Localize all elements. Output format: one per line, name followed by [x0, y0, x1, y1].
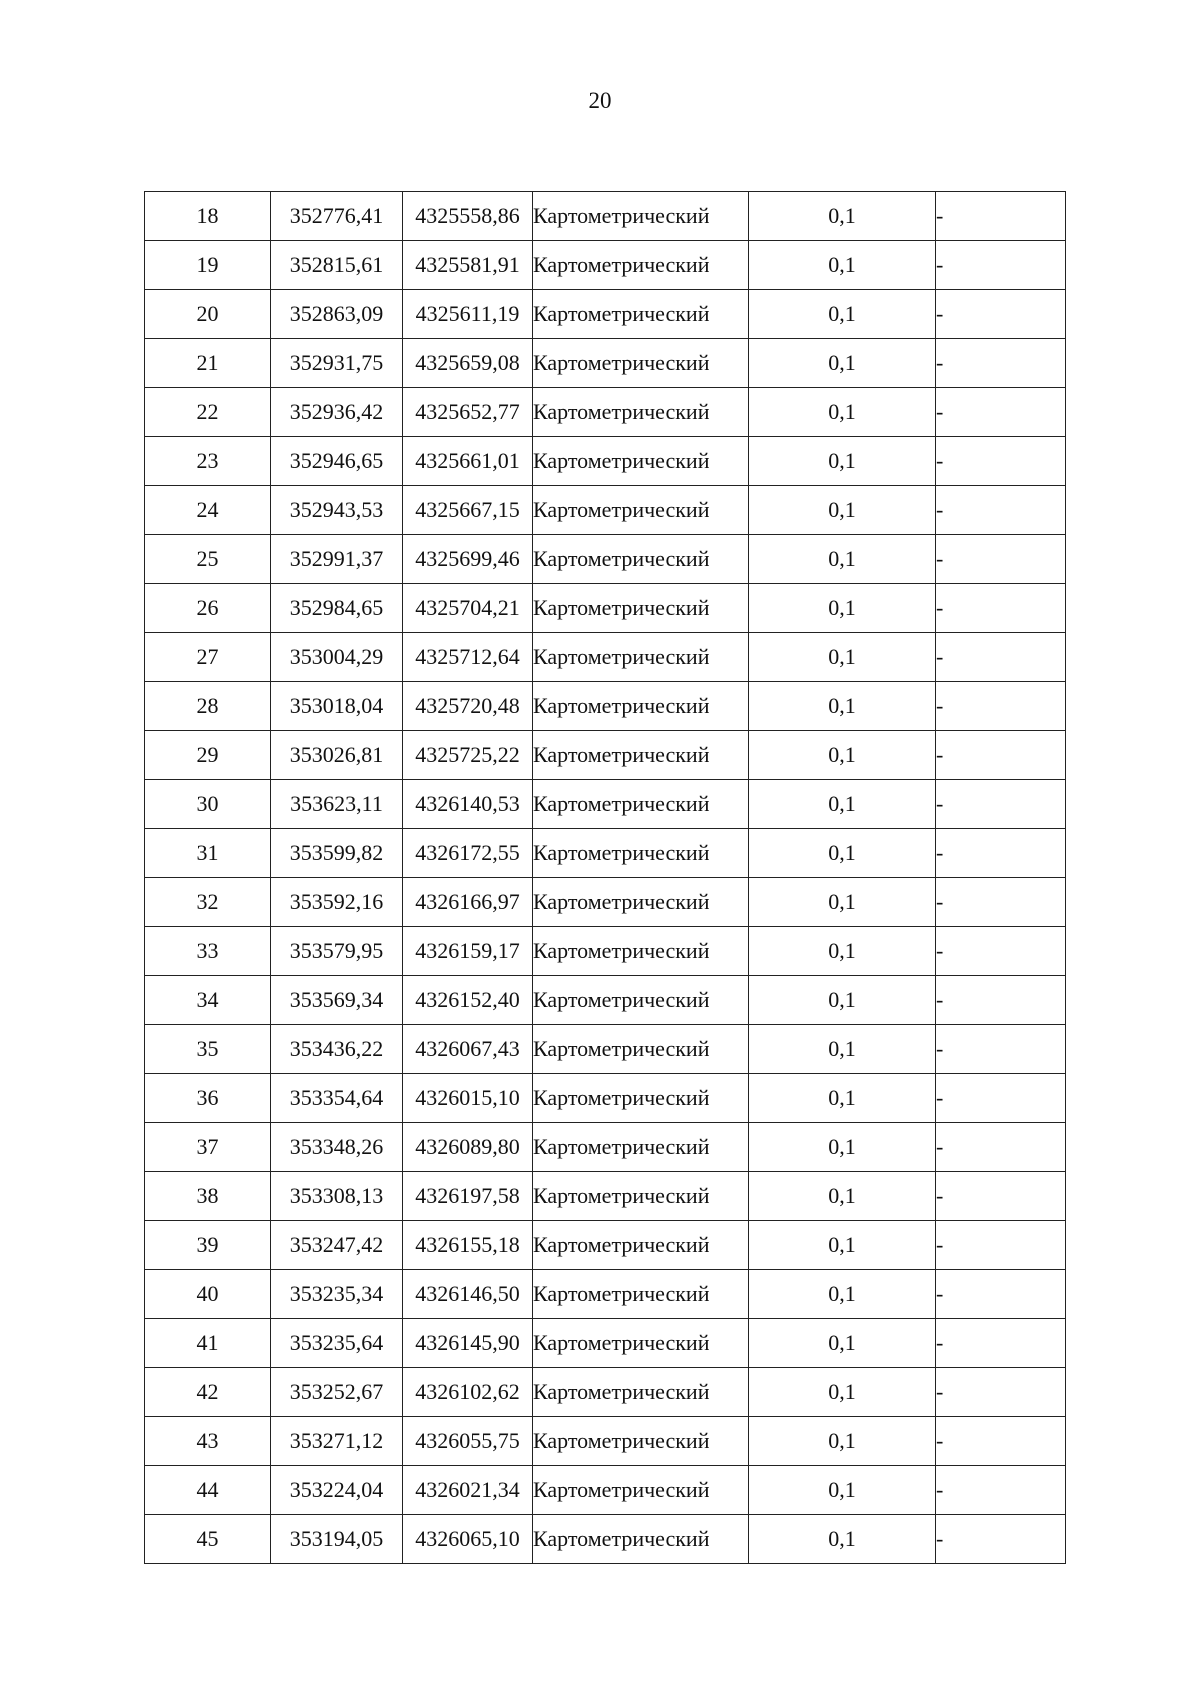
table-row: [145, 1221, 1066, 1270]
x-coordinate-cell: 353569,34: [271, 976, 403, 1025]
precision-cell: 0,1: [749, 976, 936, 1025]
x-coordinate-cell: 353252,67: [271, 1368, 403, 1417]
method-cell: Картометрический: [533, 1172, 749, 1221]
y-coordinate-cell: 4326021,34: [403, 1466, 533, 1515]
table-row: [145, 339, 1066, 388]
point-number-cell: 20: [145, 290, 271, 339]
point-number-cell: 27: [145, 633, 271, 682]
method-cell: Картометрический: [533, 486, 749, 535]
table-row: [145, 486, 1066, 535]
method-cell: Картометрический: [533, 829, 749, 878]
description-cell: -: [936, 290, 1066, 339]
y-coordinate-cell: 4326172,55: [403, 829, 533, 878]
x-coordinate-cell: 353592,16: [271, 878, 403, 927]
y-coordinate-cell: 4326089,80: [403, 1123, 533, 1172]
precision-cell: 0,1: [749, 633, 936, 682]
description-cell: -: [936, 339, 1066, 388]
point-number-cell: 29: [145, 731, 271, 780]
point-number-cell: 42: [145, 1368, 271, 1417]
precision-cell: 0,1: [749, 290, 936, 339]
description-cell: -: [936, 388, 1066, 437]
method-cell: Картометрический: [533, 1123, 749, 1172]
table-body: [145, 192, 1066, 1564]
method-cell: Картометрический: [533, 241, 749, 290]
x-coordinate-cell: 353004,29: [271, 633, 403, 682]
table-row: [145, 1368, 1066, 1417]
description-cell: -: [936, 486, 1066, 535]
precision-cell: 0,1: [749, 437, 936, 486]
y-coordinate-cell: 4325667,15: [403, 486, 533, 535]
point-number-cell: 41: [145, 1319, 271, 1368]
method-cell: Картометрический: [533, 1270, 749, 1319]
description-cell: -: [936, 682, 1066, 731]
precision-cell: 0,1: [749, 682, 936, 731]
page-number: 20: [588, 88, 612, 113]
method-cell: Картометрический: [533, 584, 749, 633]
x-coordinate-cell: 353579,95: [271, 927, 403, 976]
method-cell: Картометрический: [533, 780, 749, 829]
precision-cell: 0,1: [749, 339, 936, 388]
y-coordinate-cell: 4325712,64: [403, 633, 533, 682]
x-coordinate-cell: 353623,11: [271, 780, 403, 829]
table-row: [145, 1123, 1066, 1172]
x-coordinate-cell: 352984,65: [271, 584, 403, 633]
description-cell: -: [936, 976, 1066, 1025]
table-row: [145, 731, 1066, 780]
table-row: [145, 1270, 1066, 1319]
method-cell: Картометрический: [533, 437, 749, 486]
x-coordinate-cell: 353599,82: [271, 829, 403, 878]
precision-cell: 0,1: [749, 486, 936, 535]
precision-cell: 0,1: [749, 1123, 936, 1172]
y-coordinate-cell: 4325581,91: [403, 241, 533, 290]
precision-cell: 0,1: [749, 388, 936, 437]
point-number-cell: 35: [145, 1025, 271, 1074]
y-coordinate-cell: 4325720,48: [403, 682, 533, 731]
method-cell: Картометрический: [533, 976, 749, 1025]
description-cell: -: [936, 829, 1066, 878]
description-cell: -: [936, 1466, 1066, 1515]
precision-cell: 0,1: [749, 1221, 936, 1270]
x-coordinate-cell: 353436,22: [271, 1025, 403, 1074]
method-cell: Картометрический: [533, 339, 749, 388]
description-cell: -: [936, 192, 1066, 241]
precision-cell: 0,1: [749, 1172, 936, 1221]
table-row: [145, 682, 1066, 731]
table-row: [145, 780, 1066, 829]
point-number-cell: 19: [145, 241, 271, 290]
point-number-cell: 24: [145, 486, 271, 535]
precision-cell: 0,1: [749, 1417, 936, 1466]
method-cell: Картометрический: [533, 1025, 749, 1074]
description-cell: -: [936, 535, 1066, 584]
precision-cell: 0,1: [749, 535, 936, 584]
point-number-cell: 38: [145, 1172, 271, 1221]
description-cell: -: [936, 780, 1066, 829]
method-cell: Картометрический: [533, 192, 749, 241]
description-cell: -: [936, 1123, 1066, 1172]
coordinates-table: [144, 191, 1066, 1564]
description-cell: -: [936, 1417, 1066, 1466]
method-cell: Картометрический: [533, 633, 749, 682]
precision-cell: 0,1: [749, 1074, 936, 1123]
table-row: [145, 437, 1066, 486]
point-number-cell: 31: [145, 829, 271, 878]
point-number-cell: 44: [145, 1466, 271, 1515]
y-coordinate-cell: 4325699,46: [403, 535, 533, 584]
precision-cell: 0,1: [749, 1270, 936, 1319]
method-cell: Картометрический: [533, 535, 749, 584]
precision-cell: 0,1: [749, 829, 936, 878]
x-coordinate-cell: 353308,13: [271, 1172, 403, 1221]
point-number-cell: 25: [145, 535, 271, 584]
description-cell: -: [936, 1025, 1066, 1074]
y-coordinate-cell: 4325661,01: [403, 437, 533, 486]
point-number-cell: 37: [145, 1123, 271, 1172]
precision-cell: 0,1: [749, 731, 936, 780]
y-coordinate-cell: 4325704,21: [403, 584, 533, 633]
x-coordinate-cell: 353354,64: [271, 1074, 403, 1123]
point-number-cell: 23: [145, 437, 271, 486]
point-number-cell: 45: [145, 1515, 271, 1564]
description-cell: -: [936, 584, 1066, 633]
x-coordinate-cell: 352776,41: [271, 192, 403, 241]
y-coordinate-cell: 4326102,62: [403, 1368, 533, 1417]
table-row: [145, 878, 1066, 927]
table-row: [145, 633, 1066, 682]
table-row: [145, 192, 1066, 241]
y-coordinate-cell: 4325725,22: [403, 731, 533, 780]
table-row: [145, 1515, 1066, 1564]
precision-cell: 0,1: [749, 927, 936, 976]
y-coordinate-cell: 4326140,53: [403, 780, 533, 829]
description-cell: -: [936, 1319, 1066, 1368]
y-coordinate-cell: 4326055,75: [403, 1417, 533, 1466]
method-cell: Картометрический: [533, 388, 749, 437]
x-coordinate-cell: 352936,42: [271, 388, 403, 437]
point-number-cell: 40: [145, 1270, 271, 1319]
description-cell: -: [936, 878, 1066, 927]
precision-cell: 0,1: [749, 1368, 936, 1417]
point-number-cell: 39: [145, 1221, 271, 1270]
precision-cell: 0,1: [749, 241, 936, 290]
method-cell: Картометрический: [533, 1319, 749, 1368]
table-row: [145, 535, 1066, 584]
x-coordinate-cell: 352946,65: [271, 437, 403, 486]
precision-cell: 0,1: [749, 1515, 936, 1564]
x-coordinate-cell: 352863,09: [271, 290, 403, 339]
method-cell: Картометрический: [533, 927, 749, 976]
description-cell: -: [936, 731, 1066, 780]
description-cell: -: [936, 927, 1066, 976]
y-coordinate-cell: 4326146,50: [403, 1270, 533, 1319]
description-cell: -: [936, 241, 1066, 290]
x-coordinate-cell: 352991,37: [271, 535, 403, 584]
y-coordinate-cell: 4326155,18: [403, 1221, 533, 1270]
table-row: [145, 290, 1066, 339]
precision-cell: 0,1: [749, 1319, 936, 1368]
x-coordinate-cell: 353018,04: [271, 682, 403, 731]
point-number-cell: 18: [145, 192, 271, 241]
table-row: [145, 1319, 1066, 1368]
description-cell: -: [936, 437, 1066, 486]
description-cell: -: [936, 1074, 1066, 1123]
x-coordinate-cell: 352943,53: [271, 486, 403, 535]
table-row: [145, 927, 1066, 976]
x-coordinate-cell: 353235,34: [271, 1270, 403, 1319]
point-number-cell: 21: [145, 339, 271, 388]
table-row: [145, 1074, 1066, 1123]
description-cell: -: [936, 1270, 1066, 1319]
table-row: [145, 388, 1066, 437]
method-cell: Картометрический: [533, 1417, 749, 1466]
y-coordinate-cell: 4325659,08: [403, 339, 533, 388]
method-cell: Картометрический: [533, 682, 749, 731]
precision-cell: 0,1: [749, 1466, 936, 1515]
point-number-cell: 33: [145, 927, 271, 976]
method-cell: Картометрический: [533, 1515, 749, 1564]
method-cell: Картометрический: [533, 731, 749, 780]
description-cell: -: [936, 1172, 1066, 1221]
y-coordinate-cell: 4326166,97: [403, 878, 533, 927]
precision-cell: 0,1: [749, 192, 936, 241]
x-coordinate-cell: 352815,61: [271, 241, 403, 290]
table-row: [145, 1417, 1066, 1466]
y-coordinate-cell: 4326145,90: [403, 1319, 533, 1368]
method-cell: Картометрический: [533, 878, 749, 927]
x-coordinate-cell: 353235,64: [271, 1319, 403, 1368]
point-number-cell: 22: [145, 388, 271, 437]
y-coordinate-cell: 4325652,77: [403, 388, 533, 437]
table-row: [145, 976, 1066, 1025]
point-number-cell: 32: [145, 878, 271, 927]
x-coordinate-cell: 353194,05: [271, 1515, 403, 1564]
y-coordinate-cell: 4326159,17: [403, 927, 533, 976]
table-row: [145, 1466, 1066, 1515]
x-coordinate-cell: 353026,81: [271, 731, 403, 780]
point-number-cell: 34: [145, 976, 271, 1025]
point-number-cell: 28: [145, 682, 271, 731]
y-coordinate-cell: 4325611,19: [403, 290, 533, 339]
point-number-cell: 26: [145, 584, 271, 633]
method-cell: Картометрический: [533, 290, 749, 339]
point-number-cell: 36: [145, 1074, 271, 1123]
x-coordinate-cell: 353224,04: [271, 1466, 403, 1515]
y-coordinate-cell: 4325558,86: [403, 192, 533, 241]
table-row: [145, 1025, 1066, 1074]
y-coordinate-cell: 4326065,10: [403, 1515, 533, 1564]
y-coordinate-cell: 4326015,10: [403, 1074, 533, 1123]
point-number-cell: 30: [145, 780, 271, 829]
x-coordinate-cell: 353271,12: [271, 1417, 403, 1466]
method-cell: Картометрический: [533, 1368, 749, 1417]
y-coordinate-cell: 4326152,40: [403, 976, 533, 1025]
description-cell: -: [936, 1368, 1066, 1417]
description-cell: -: [936, 1515, 1066, 1564]
x-coordinate-cell: 352931,75: [271, 339, 403, 388]
table-row: [145, 1172, 1066, 1221]
table-row: [145, 584, 1066, 633]
method-cell: Картометрический: [533, 1074, 749, 1123]
precision-cell: 0,1: [749, 878, 936, 927]
table-row: [145, 241, 1066, 290]
table-row: [145, 829, 1066, 878]
description-cell: -: [936, 1221, 1066, 1270]
method-cell: Картометрический: [533, 1466, 749, 1515]
x-coordinate-cell: 353247,42: [271, 1221, 403, 1270]
y-coordinate-cell: 4326067,43: [403, 1025, 533, 1074]
x-coordinate-cell: 353348,26: [271, 1123, 403, 1172]
point-number-cell: 43: [145, 1417, 271, 1466]
precision-cell: 0,1: [749, 1025, 936, 1074]
description-cell: -: [936, 633, 1066, 682]
method-cell: Картометрический: [533, 1221, 749, 1270]
y-coordinate-cell: 4326197,58: [403, 1172, 533, 1221]
precision-cell: 0,1: [749, 780, 936, 829]
precision-cell: 0,1: [749, 584, 936, 633]
